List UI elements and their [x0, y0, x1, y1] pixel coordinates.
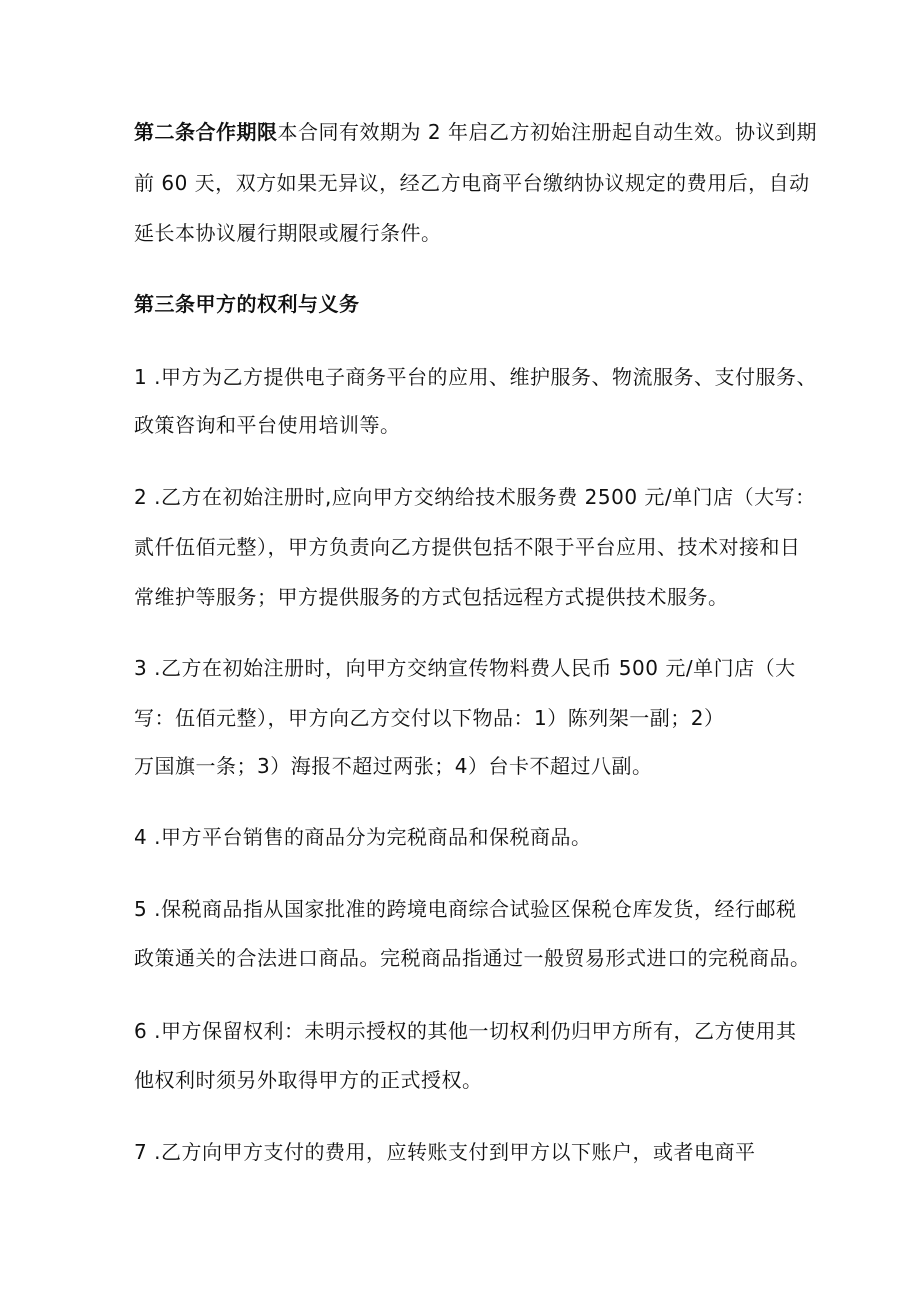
article3-item-3-line-2: 写：伍佰元整），甲方向乙方交付以下物品：1）陈列架一副；2）	[134, 706, 725, 730]
article2-line-1	[134, 117, 817, 147]
article2-line-3: 延长本协议履行期限或履行条件。	[134, 221, 442, 245]
article3-item-2-line-2: 贰仟伍佰元整），甲方负责向乙方提供包括不限于平台应用、技术对接和日	[134, 535, 801, 559]
article3-heading: 第三条甲方的权利与义务	[134, 292, 360, 316]
article3-item-6-line-1: 6 .甲方保留权利：未明示授权的其他一切权利仍归甲方所有，乙方使用其	[134, 1019, 797, 1043]
article3-item-3-line-3: 万国旗一条；3）海报不超过两张；4）台卡不超过八副。	[134, 754, 653, 778]
article3-item-6-line-2: 他权利时须另外取得甲方的正式授权。	[134, 1068, 483, 1092]
article3-item-2-line-1: 2 .乙方在初始注册时,应向甲方交纳给技术服务费 2500 元/单门店（大写：	[134, 485, 816, 509]
article3-item-5-line-2: 政策通关的合法进口商品。完税商品指通过一般贸易形式进口的完税商品。	[134, 946, 811, 970]
article3-item-7-line-1: 7 .乙方向甲方支付的费用，应转账支付到甲方以下账户，或者电商平	[134, 1140, 756, 1164]
article3-item-2-line-3: 常维护等服务；甲方提供服务的方式包括远程方式提供技术服务。	[134, 585, 729, 609]
article2-line-2: 前 60 天，双方如果无异议，经乙方电商平台缴纳协议规定的费用后，自动	[134, 171, 810, 195]
article3-item-1-line-2: 政策咨询和平台使用培训等。	[134, 413, 401, 437]
article3-item-3-line-1: 3 .乙方在初始注册时，向甲方交纳宣传物料费人民币 500 元/单门店（大	[134, 656, 796, 680]
article3-item-4-line-1: 4 .甲方平台销售的商品分为完税商品和保税商品。	[134, 825, 592, 849]
article3-item-5-line-1: 5 .保税商品指从国家批准的跨境电商综合试验区保税仓库发货，经行邮税	[134, 897, 797, 921]
article3-item-1-line-1: 1 .甲方为乙方提供电子商务平台的应用、维护服务、物流服务、支付服务、	[134, 365, 817, 389]
article2-heading: 第二条合作期限	[134, 120, 278, 144]
article2-text: 本合同有效期为 2 年启乙方初始注册起自动生效。协议到期	[277, 120, 817, 144]
